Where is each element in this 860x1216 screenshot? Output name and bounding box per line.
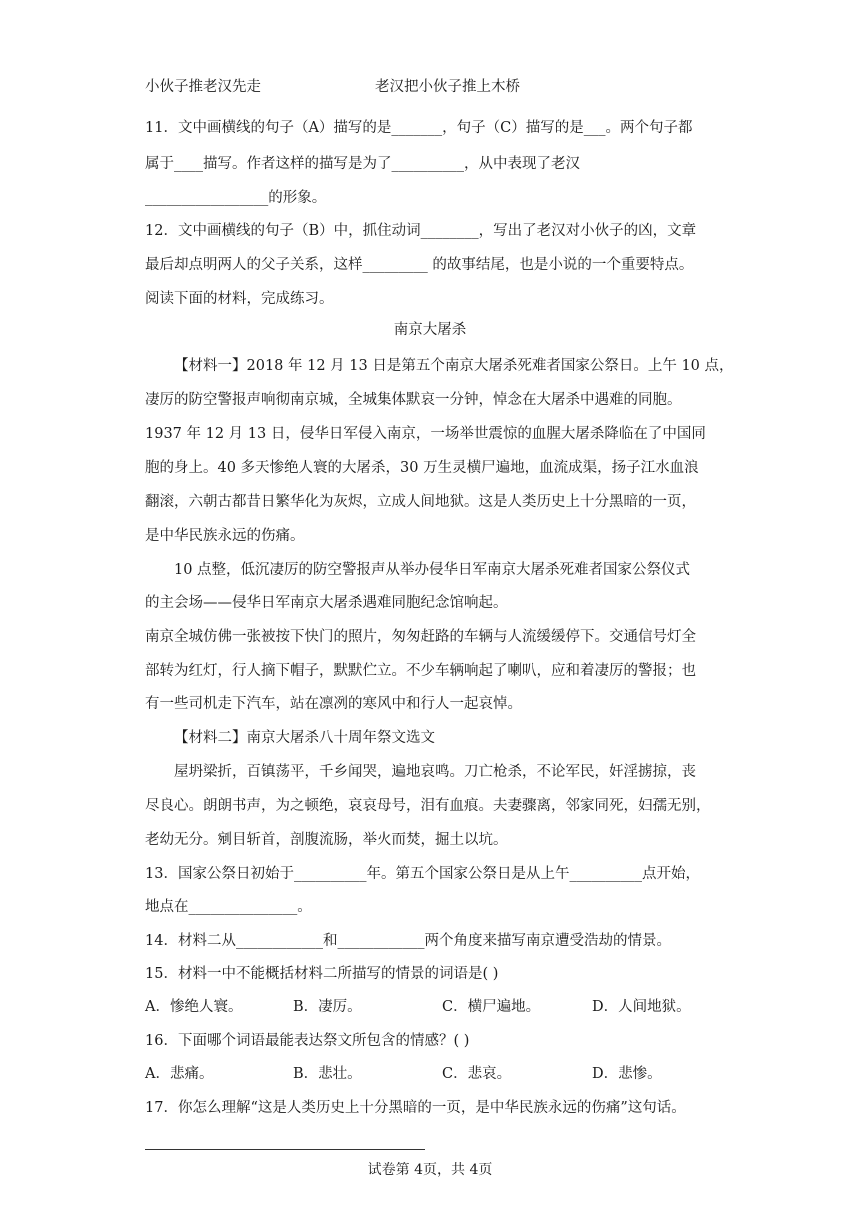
page-footer: 试卷第 4页，共 4页 bbox=[367, 1162, 493, 1178]
m1-line4: 胞的身上。40 多天惨绝人寰的大屠杀，30 万生灵横尸遍地，血流成渠，扬子江水血浪 bbox=[145, 460, 699, 476]
m1-para3-line1: 南京全城仿佛一张被按下快门的照片，匆匆赶路的车辆与人流缓缓停下。交通信号灯全 bbox=[145, 629, 696, 645]
m2-line2: 尽良心。朗朗书声，为之顿绝，哀哀母号，泪有血痕。夫妻骤离，邻家同死，妇孺无别， bbox=[145, 798, 711, 814]
q16-option-d: D．悲惨。 bbox=[592, 1066, 662, 1082]
answer-choices-row bbox=[145, 77, 720, 97]
m2-line1: 屋坍梁折，百镇荡平，千乡闻哭，遍地哀鸣。刀亡枪杀，不论军民，奸淫掳掠，丧 bbox=[174, 764, 696, 780]
q15-option-d: D．人间地狱。 bbox=[592, 999, 691, 1015]
q12-line1: 12．文中画横线的句子（B）中，抓住动词________，写出了老汉对小伙子的凶，文章 bbox=[145, 223, 697, 239]
passage-title: 南京大屠杀 bbox=[393, 322, 467, 338]
q15-stem: 15．材料一中不能概括材料二所描写的情景的词语是( ) bbox=[145, 966, 499, 982]
q15-option-b: B．凄厉。 bbox=[293, 999, 362, 1015]
m1-line2: 凄厉的防空警报声响彻南京城，全城集体默哀一分钟，悼念在大屠杀中遇难的同胞。 bbox=[145, 392, 682, 408]
q13-line1: 13．国家公祭日初始于__________年。第五个国家公祭日是从上午__________点开始， bbox=[145, 866, 700, 882]
q15-option-c: C．横尸遍地。 bbox=[442, 999, 541, 1015]
m2-title: 【材料二】南京大屠杀八十周年祭文选文 bbox=[174, 730, 435, 746]
choice-right: 老汉把小伙子推上木桥 bbox=[375, 79, 520, 95]
q12-line2: 最后却点明两人的父子关系，这样_________ 的故事结尾，也是小说的一个重要特点。 bbox=[145, 257, 694, 273]
q11-line3: _________________的形象。 bbox=[145, 190, 327, 206]
m1-para3-line2: 部转为红灯，行人摘下帽子，默默伫立。不少车辆响起了喇叭，应和着凄厉的警报；也 bbox=[145, 663, 696, 679]
reading-instruction: 阅读下面的材料，完成练习。 bbox=[145, 291, 334, 307]
q11-line2: 属于____描写。作者这样的描写是为了__________，从中表现了老汉 bbox=[145, 156, 580, 172]
q17: 17．你怎么理解“这是人类历史上十分黑暗的一页，是中华民族永远的伤痛”这句话。 bbox=[145, 1100, 686, 1116]
choice-left: 小伙子推老汉先走 bbox=[145, 79, 261, 95]
m1-para2-line1: 10 点整，低沉凄厉的防空警报声从举办侵华日军南京大屠杀死难者国家公祭仪式 bbox=[174, 562, 691, 578]
m1-line1: 【材料一】2018 年 12 月 13 日是第五个南京大屠杀死难者国家公祭日。上午 10 点， bbox=[174, 358, 734, 374]
q13-line2: 地点在_______________。 bbox=[145, 899, 312, 915]
m2-line3: 老幼无分。剜目斩首，剖腹流肠，举火而焚，掘土以坑。 bbox=[145, 832, 508, 848]
q16-option-a: A．悲痛。 bbox=[145, 1066, 214, 1082]
q14: 14．材料二从____________和____________两个角度来描写南京遭受浩劫的情景。 bbox=[145, 933, 671, 949]
q15-option-a: A．惨绝人寰。 bbox=[145, 999, 243, 1015]
q16-option-c: C．悲哀。 bbox=[442, 1066, 512, 1082]
q11-line1: 11．文中画横线的句子（A）描写的是_______，句子（C）描写的是___。两个句子都 bbox=[145, 120, 693, 136]
m1-line6: 是中华民族永远的伤痛。 bbox=[145, 528, 305, 544]
q16-option-b: B．悲壮。 bbox=[293, 1066, 362, 1082]
m1-para2-line2: 的主会场——侵华日军南京大屠杀遇难同胞纪念馆响起。 bbox=[145, 595, 508, 611]
m1-para3-line3: 有一些司机走下汽车，站在凛冽的寒风中和行人一起哀悼。 bbox=[145, 696, 522, 712]
q16-stem: 16．下面哪个词语最能表达祭文所包含的情感？( ) bbox=[145, 1033, 470, 1049]
footer-divider bbox=[145, 1149, 425, 1150]
m1-line5: 翻滚，六朝古都昔日繁华化为灰烬，立成人间地狱。这是人类历史上十分黑暗的一页， bbox=[145, 494, 696, 510]
m1-line3: 1937 年 12 月 13 日，侵华日军侵入南京，一场举世震惊的血腥大屠杀降临在了中国同 bbox=[145, 426, 706, 442]
